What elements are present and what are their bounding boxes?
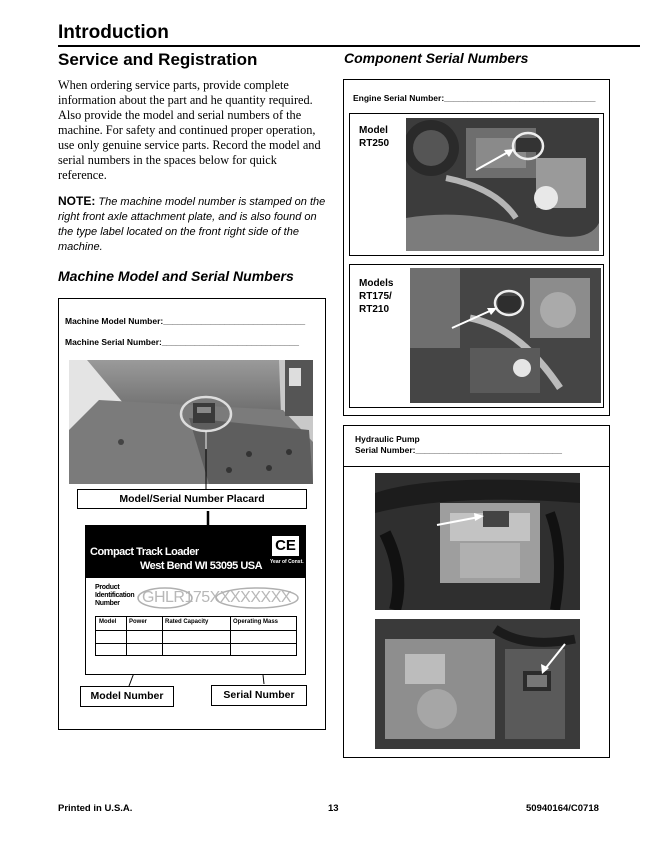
rt175-panel	[349, 264, 604, 408]
pump-photo-top	[375, 473, 580, 610]
rt250-panel	[349, 113, 604, 256]
placard-address: West Bend WI 53095 USA	[140, 560, 263, 572]
note-text: The machine model number is stamped on the right front axle attachment plate, and is also found on the type label located on the front right side of the machine.	[58, 196, 326, 253]
page-title: Introduction	[58, 22, 169, 43]
footer-printed: Printed in U.S.A.	[58, 803, 133, 814]
component-numbers-heading: Component Serial Numbers	[344, 50, 529, 66]
page-number: 13	[328, 803, 339, 814]
rt175-model-label: Models RT175/ RT210	[359, 278, 394, 315]
col-power: Power	[129, 619, 148, 625]
serial-number-callout: Serial Number	[211, 685, 307, 706]
note-label: NOTE:	[58, 194, 96, 208]
serial-placard	[85, 525, 306, 675]
machine-serial-field: Machine Serial Number:_____________________________	[65, 337, 299, 347]
section-title: Service and Registration	[58, 50, 258, 69]
hydraulic-pump-serial-field: Hydraulic Pump Serial Number:_______________________________	[355, 434, 563, 455]
pin-serial: XXXXXXXX	[209, 589, 292, 606]
model-number-callout: Model Number	[80, 686, 174, 707]
note-paragraph	[58, 194, 330, 255]
engine-serial-box	[343, 79, 610, 416]
hydraulic-pump-box	[343, 425, 610, 758]
placard-callout: Model/Serial Number Placard	[77, 489, 307, 509]
machine-model-field: Machine Model Number:______________________________	[65, 316, 306, 326]
col-rated-capacity: Rated Capacity	[165, 619, 209, 625]
placard-title: Compact Track Loader	[90, 546, 199, 558]
section-body: When ordering service parts, provide complete information about the part and he quantity required. Also provide the model and serial numbers of the machine. For safety and continued proper operation, use only genuine service parts. Record the model and serial numbers in the spaces below for quick reference.	[58, 78, 321, 182]
document-number: 50940164/C0718	[526, 803, 599, 814]
engine-serial-field: Engine Serial Number:________________________________	[353, 93, 596, 103]
ce-mark: CE	[272, 536, 299, 556]
rt175-engine-photo	[410, 268, 601, 403]
col-operating-mass: Operating Mass	[233, 619, 279, 625]
placard-table	[95, 616, 297, 656]
machine-numbers-box	[58, 298, 326, 730]
header-rule	[58, 45, 640, 47]
year-of-construction: Year of Const.	[270, 559, 304, 565]
pin-model: GHLR175	[142, 589, 210, 606]
rt250-model-label: Model RT250	[359, 125, 390, 149]
pin-label: Product Identification Number	[95, 584, 135, 607]
rt250-engine-photo	[406, 118, 599, 251]
machine-numbers-heading: Machine Model and Serial Numbers	[58, 268, 294, 284]
col-model: Model	[99, 619, 117, 625]
pump-photo-bottom	[375, 619, 580, 749]
